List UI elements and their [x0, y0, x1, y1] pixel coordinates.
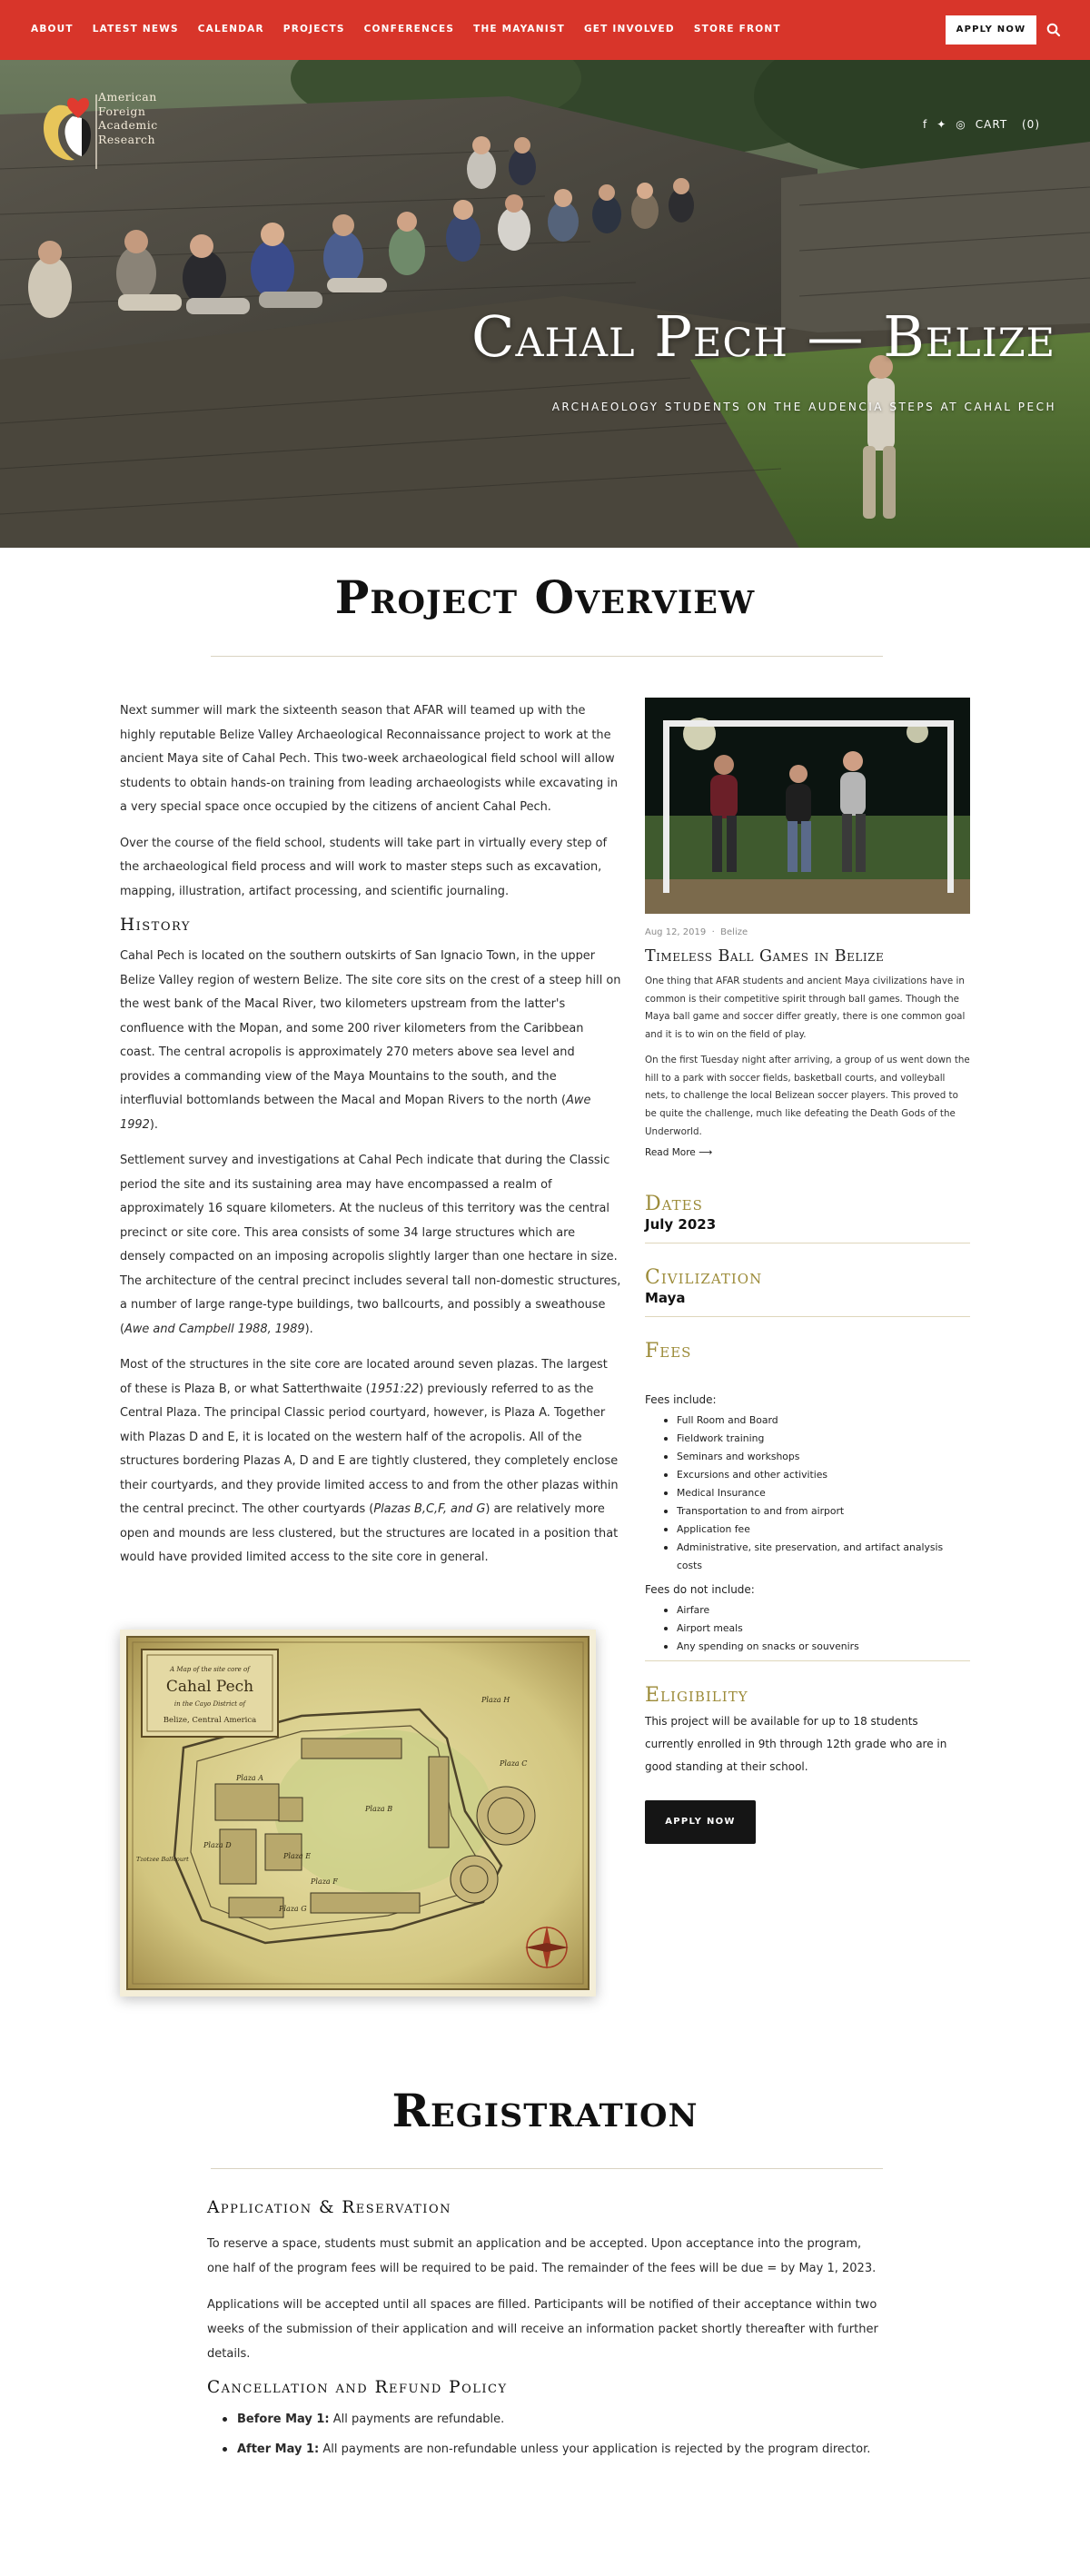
logo-line-academic: Academic [98, 118, 158, 132]
intro-paragraph-2: Over the course of the field school, students will take part in virtually every step of the archaeological field process and will work to master steps such as excavation, mapping, illustration, artifact processing, and scientific journaling. [120, 836, 608, 898]
refund-policy-list [223, 2404, 879, 2464]
map-label-plaza-g: Plaza G [279, 1905, 307, 1913]
post-title[interactable]: Timeless Ball Games in Belize [645, 947, 885, 966]
map-label-plaza-c: Plaza C [500, 1759, 528, 1768]
logo-line-foreign: Foreign [98, 104, 146, 118]
dates-block [645, 1193, 970, 1233]
list-item: Administrative, site preservation, and artifact analysis costs [664, 1539, 970, 1575]
hero-subtitle: ARCHAEOLOGY STUDENTS ON THE AUDENCIA STEPS AT CAHAL PECH [551, 401, 1056, 413]
map-cartouche-line-4: Belize, Central America [163, 1716, 257, 1725]
cancellation-heading: Cancellation and Refund Policy [207, 2378, 508, 2397]
civilization-label: Civilization [645, 1266, 763, 1290]
history-paragraph-1 [120, 945, 621, 1137]
civilization-block [645, 1266, 970, 1306]
map-label-plaza-b: Plaza B [365, 1805, 393, 1813]
soccer-photo [645, 698, 970, 914]
project-overview-title: Project Overview [334, 570, 756, 624]
before-may-text: All payments are refundable. [329, 2413, 505, 2426]
list-item [223, 2404, 879, 2434]
before-may-label: Before May 1: [237, 2413, 330, 2426]
nav-item-the-mayanist[interactable]: THE MAYANIST [473, 24, 565, 35]
list-item: Medical Insurance [664, 1484, 970, 1502]
list-item: Seminars and workshops [664, 1448, 970, 1466]
eligibility-block [645, 1684, 970, 1778]
eligibility-label: Eligibility [645, 1684, 748, 1708]
after-may-label: After May 1: [237, 2442, 320, 2456]
nav-item-projects[interactable]: PROJECTS [282, 24, 345, 35]
map-cartouche-title: Cahal Pech [165, 1678, 254, 1696]
history-p1-end: ). [149, 1117, 158, 1132]
list-item: Fieldwork training [664, 1430, 970, 1448]
map-illustration [120, 1630, 596, 1996]
overview-main-column [120, 699, 621, 1582]
search-icon[interactable] [1045, 22, 1062, 38]
blog-post-image[interactable] [645, 698, 970, 914]
info-divider [645, 1316, 970, 1317]
facebook-icon[interactable]: f [923, 118, 927, 131]
nav-item-about[interactable]: ABOUT [31, 24, 74, 35]
post-excerpt-paragraph-1: One thing that AFAR students and ancient Maya civilizations have in common is their competitive spirit through ball games. Though the Maya ball game and soccer differ greatly, there is one common goal and it is to win on the field of play. [645, 976, 966, 1041]
history-p3-text-c: ) are relatively more open and mounds are less clustered, but the structures are located in a position that would have provided limited access to the site core in general. [120, 1502, 619, 1564]
afar-logo-text [98, 90, 158, 146]
intro-paragraph-1: Next summer will mark the sixteenth season that AFAR will teamed up with the highly reputable Belize Valley Archaeological Reconnaissance project to work at the ancient Maya site of Cahal Pech. This two-week archaeological field school will allow students to obtain hands-on training from leading archaeologists while excavating in a very special space once occupied by the citizens of ancient Cahal Pech. [120, 704, 619, 814]
logo-line-american: American [98, 90, 157, 104]
fees-include-list [664, 1412, 970, 1575]
fees-block [645, 1340, 970, 1656]
map-cartouche-line-3: in the Cayo District of [173, 1700, 246, 1708]
civilization-value: Maya [645, 1290, 686, 1307]
eligibility-text: This project will be available for up to 18 students currently enrolled in 9th through 12th grade who are in good standing at their school. [645, 1715, 947, 1774]
registration-title: Registration [391, 2084, 699, 2137]
map-label-plaza-h: Plaza H [481, 1696, 510, 1704]
info-divider [645, 1660, 970, 1661]
map-label-plaza-f: Plaza F [311, 1878, 338, 1886]
history-p1-text: Cahal Pech is located on the southern outskirts of San Ignacio Town, in the upper Belize Valley region of western Belize. The site core sits on the crest of a steep hill on the west bank of the Macal River, two kilometers upstream from the latter's confluence with the Mopan, and some 200 river kilometers from the Caribbean coast. The central acropolis is approximately 270 meters above sea level and provides a commanding view of the Maya Mountains to the south, and the interfluvial bottomlands between the Macal and Mopan Rivers to the north ( [120, 949, 621, 1107]
cahal-pech-map [120, 1630, 596, 1996]
fees-exclude-heading: Fees do not include: [645, 1583, 755, 1597]
top-nav [0, 0, 1090, 60]
dates-value: July 2023 [645, 1216, 717, 1234]
history-p2-citation: Awe and Campbell 1988, 1989 [124, 1322, 305, 1336]
registration-section [207, 2198, 879, 2464]
title-divider [211, 2168, 883, 2169]
nav-item-store-front[interactable]: STORE FRONT [693, 24, 781, 35]
history-p3-citation-1: 1951:22 [370, 1382, 420, 1396]
list-item: Application fee [664, 1521, 970, 1539]
map-label-plaza-d: Plaza D [203, 1841, 232, 1849]
history-p2-end: ). [304, 1322, 313, 1336]
history-p2-text: Settlement survey and investigations at Cahal Pech indicate that during the Classic period the site and its sustaining area may have encompassed a realm of approximately 16 square kilometers. At the nucleus of this territory was the central precinct or site core. This area consists of some 34 large structures which are densely compacted on an imposing acropolis slightly larger than one hectare in size. The architecture of the central precinct includes several tall non-domestic structures, a number of large range-type buildings, two ballcourts, and possibly a sweathouse ( [120, 1154, 621, 1336]
hero-title: Cahal Pech — Belize [471, 303, 1055, 370]
list-item [223, 2434, 879, 2464]
list-item: Full Room and Board [664, 1412, 970, 1430]
history-paragraph-2 [120, 1149, 621, 1342]
list-item: Airfare [664, 1601, 970, 1620]
cart-label: CART [975, 118, 1008, 131]
application-paragraph-2: Applications will be accepted until all spaces are filled. Participants will be notified of their acceptance within two weeks of the submission of their application and will receive an information packet shortly thereafter with further details. [207, 2298, 878, 2361]
nav-item-calendar[interactable]: CALENDAR [197, 24, 264, 35]
dates-label: Dates [645, 1193, 703, 1216]
fees-exclude-list [664, 1601, 970, 1656]
nav-item-get-involved[interactable]: GET INVOLVED [583, 24, 675, 35]
twitter-icon[interactable]: ✦ [936, 118, 946, 131]
list-item: Excursions and other activities [664, 1466, 970, 1484]
fees-label: Fees [645, 1340, 692, 1363]
apply-now-button-header[interactable]: APPLY NOW [946, 15, 1036, 45]
hero-banner [0, 60, 1090, 548]
history-p3-text-a: Most of the structures in the site core are located around seven plazas. The largest of these is Plaza B, or what Satterthwaite ( [120, 1358, 608, 1396]
nav-item-conferences[interactable]: CONFERENCES [363, 24, 455, 35]
social-and-cart [923, 118, 1060, 131]
post-date: Aug 12, 2019 [645, 927, 707, 937]
instagram-icon[interactable]: ◎ [956, 118, 966, 131]
map-label-ballcourt: Tzotzee Ballcourt [136, 1856, 189, 1863]
read-more-link[interactable]: Read More ⟶ [645, 1147, 713, 1159]
map-label-plaza-a: Plaza A [236, 1774, 264, 1782]
history-p3-text-b: ) previously referred to as the Central Plaza. The principal Classic period courtyard, however, is Plaza A. Together with Plazas D and E, it is located on the western half of the acropolis. All of the structures bordering Plazas A, D and E are tightly clustered, they completely enclose their courtyards, and they provide limited access to and from the other plazas within the central precinct. The other courtyards ( [120, 1382, 619, 1516]
cart-link[interactable] [976, 118, 1050, 131]
apply-now-button-sidebar[interactable]: APPLY NOW [645, 1800, 756, 1844]
history-heading: History [120, 916, 191, 935]
nav-menu [31, 24, 800, 35]
post-excerpt [645, 973, 970, 1141]
sidebar [645, 698, 970, 1844]
history-p3-citation-2: Plazas B,C,F, and G [373, 1502, 486, 1516]
logo-line-research: Research [98, 132, 156, 146]
list-item: Any spending on snacks or souvenirs [664, 1638, 970, 1656]
fees-include-heading: Fees include: [645, 1393, 717, 1407]
application-heading: Application & Reservation [207, 2198, 451, 2217]
history-p1-citation: Awe 1992 [120, 1094, 591, 1132]
map-label-plaza-e: Plaza E [283, 1852, 312, 1860]
history-paragraph-3 [120, 1353, 621, 1570]
post-meta: Aug 12, 2019 · Belize [645, 927, 748, 937]
title-divider [211, 656, 883, 657]
list-item: Transportation to and from airport [664, 1502, 970, 1521]
cart-count: (0) [1022, 118, 1040, 131]
application-paragraph-1: To reserve a space, students must submit an application and be accepted. Upon acceptance into the program, one half of the program fees will be required to be paid. The remainder of the fees will be due = by May 1, 2023. [207, 2237, 877, 2275]
post-category[interactable]: Belize [720, 927, 748, 937]
list-item: Airport meals [664, 1620, 970, 1638]
after-may-text: All payments are non-refundable unless your application is rejected by the program director. [319, 2442, 871, 2456]
nav-item-latest-news[interactable]: LATEST NEWS [92, 24, 179, 35]
map-cartouche-line-1: A Map of the site core of [170, 1666, 250, 1673]
post-excerpt-paragraph-2: On the first Tuesday night after arriving, a group of us went down the hill to a park with soccer fields, basketball courts, and volleyball nets, to challenge the local Belizean soccer players. This proved to be quite the challenge, much like defeating the Death Gods of the Underworld. [645, 1054, 970, 1137]
